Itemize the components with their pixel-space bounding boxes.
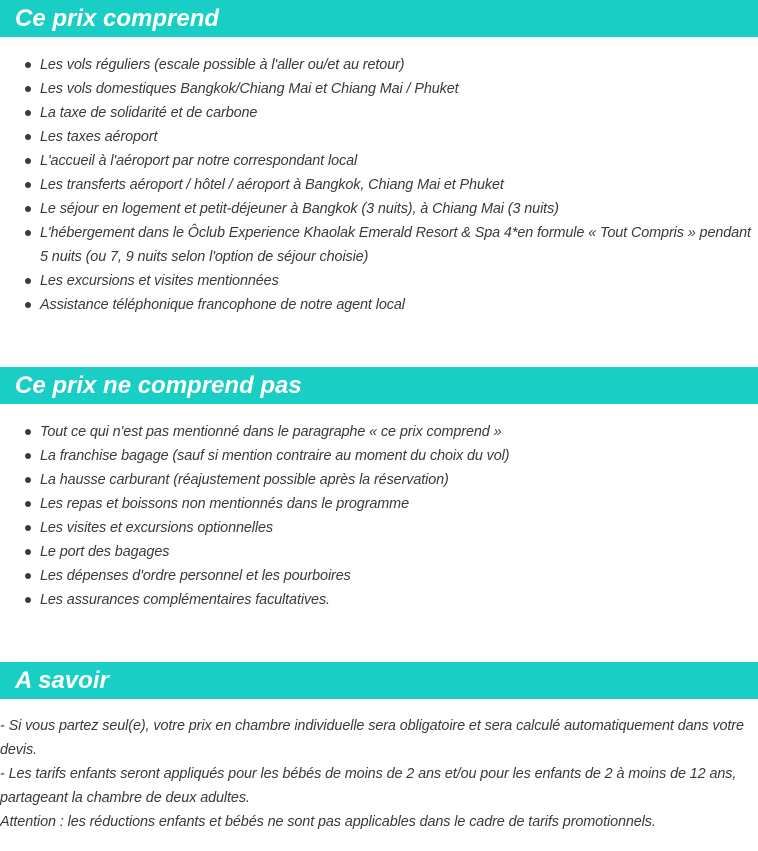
list-item: Les excursions et visites mentionnées — [0, 269, 758, 293]
info-notes — [0, 714, 758, 834]
list-item: La franchise bagage (sauf si mention contraire au moment du choix du vol) — [0, 444, 758, 468]
list-item: Les dépenses d'ordre personnel et les pourboires — [0, 564, 758, 588]
list-item: Les visites et excursions optionnelles — [0, 516, 758, 540]
list-item: Les transferts aéroport / hôtel / aéroport à Bangkok, Chiang Mai et Phuket — [0, 173, 758, 197]
list-item: Le port des bagages — [0, 540, 758, 564]
list-item: Assistance téléphonique francophone de notre agent local — [0, 293, 758, 317]
list-item: L'accueil à l'aéroport par notre correspondant local — [0, 149, 758, 173]
included-section-title: Ce prix comprend — [15, 5, 220, 32]
list-item: Le séjour en logement et petit-déjeuner à Bangkok (3 nuits), à Chiang Mai (3 nuits) — [0, 197, 758, 221]
excluded-list — [0, 420, 758, 612]
info-paragraph: - Les tarifs enfants seront appliqués pour les bébés de moins de 2 ans et/ou pour les enfants de 2 à moins de 12 ans, partageant la chambre de deux adultes. — [0, 766, 737, 806]
list-item: Les vols réguliers (escale possible à l'aller ou/et au retour) — [0, 53, 758, 77]
list-item: Les taxes aéroport — [0, 125, 758, 149]
list-item: Les repas et boissons non mentionnés dans le programme — [0, 492, 758, 516]
info-paragraph: - Si vous partez seul(e), votre prix en chambre individuelle sera obligatoire et sera calculé automatiquement dans votre devis. — [0, 718, 744, 758]
info-section-title: A savoir — [15, 667, 109, 694]
info-paragraph: Attention : les réductions enfants et bébés ne sont pas applicables dans le cadre de tarifs promotionnels. — [0, 814, 656, 830]
excluded-section-header — [0, 367, 758, 404]
list-item: Les assurances complémentaires facultatives. — [0, 588, 758, 612]
list-item: La hausse carburant (réajustement possible après la réservation) — [0, 468, 758, 492]
list-item: L'hébergement dans le Ôclub Experience Khaolak Emerald Resort & Spa 4*en formule « Tout Compris » pendant 5 nuits (ou 7, 9 nuits selon l'option de séjour choisie) — [0, 221, 758, 269]
info-section-header — [0, 662, 758, 699]
list-item: La taxe de solidarité et de carbone — [0, 101, 758, 125]
excluded-section-title: Ce prix ne comprend pas — [15, 372, 302, 399]
included-section-header — [0, 0, 758, 37]
list-item: Tout ce qui n'est pas mentionné dans le paragraphe « ce prix comprend » — [0, 420, 758, 444]
included-list — [0, 53, 758, 317]
list-item: Les vols domestiques Bangkok/Chiang Mai et Chiang Mai / Phuket — [0, 77, 758, 101]
